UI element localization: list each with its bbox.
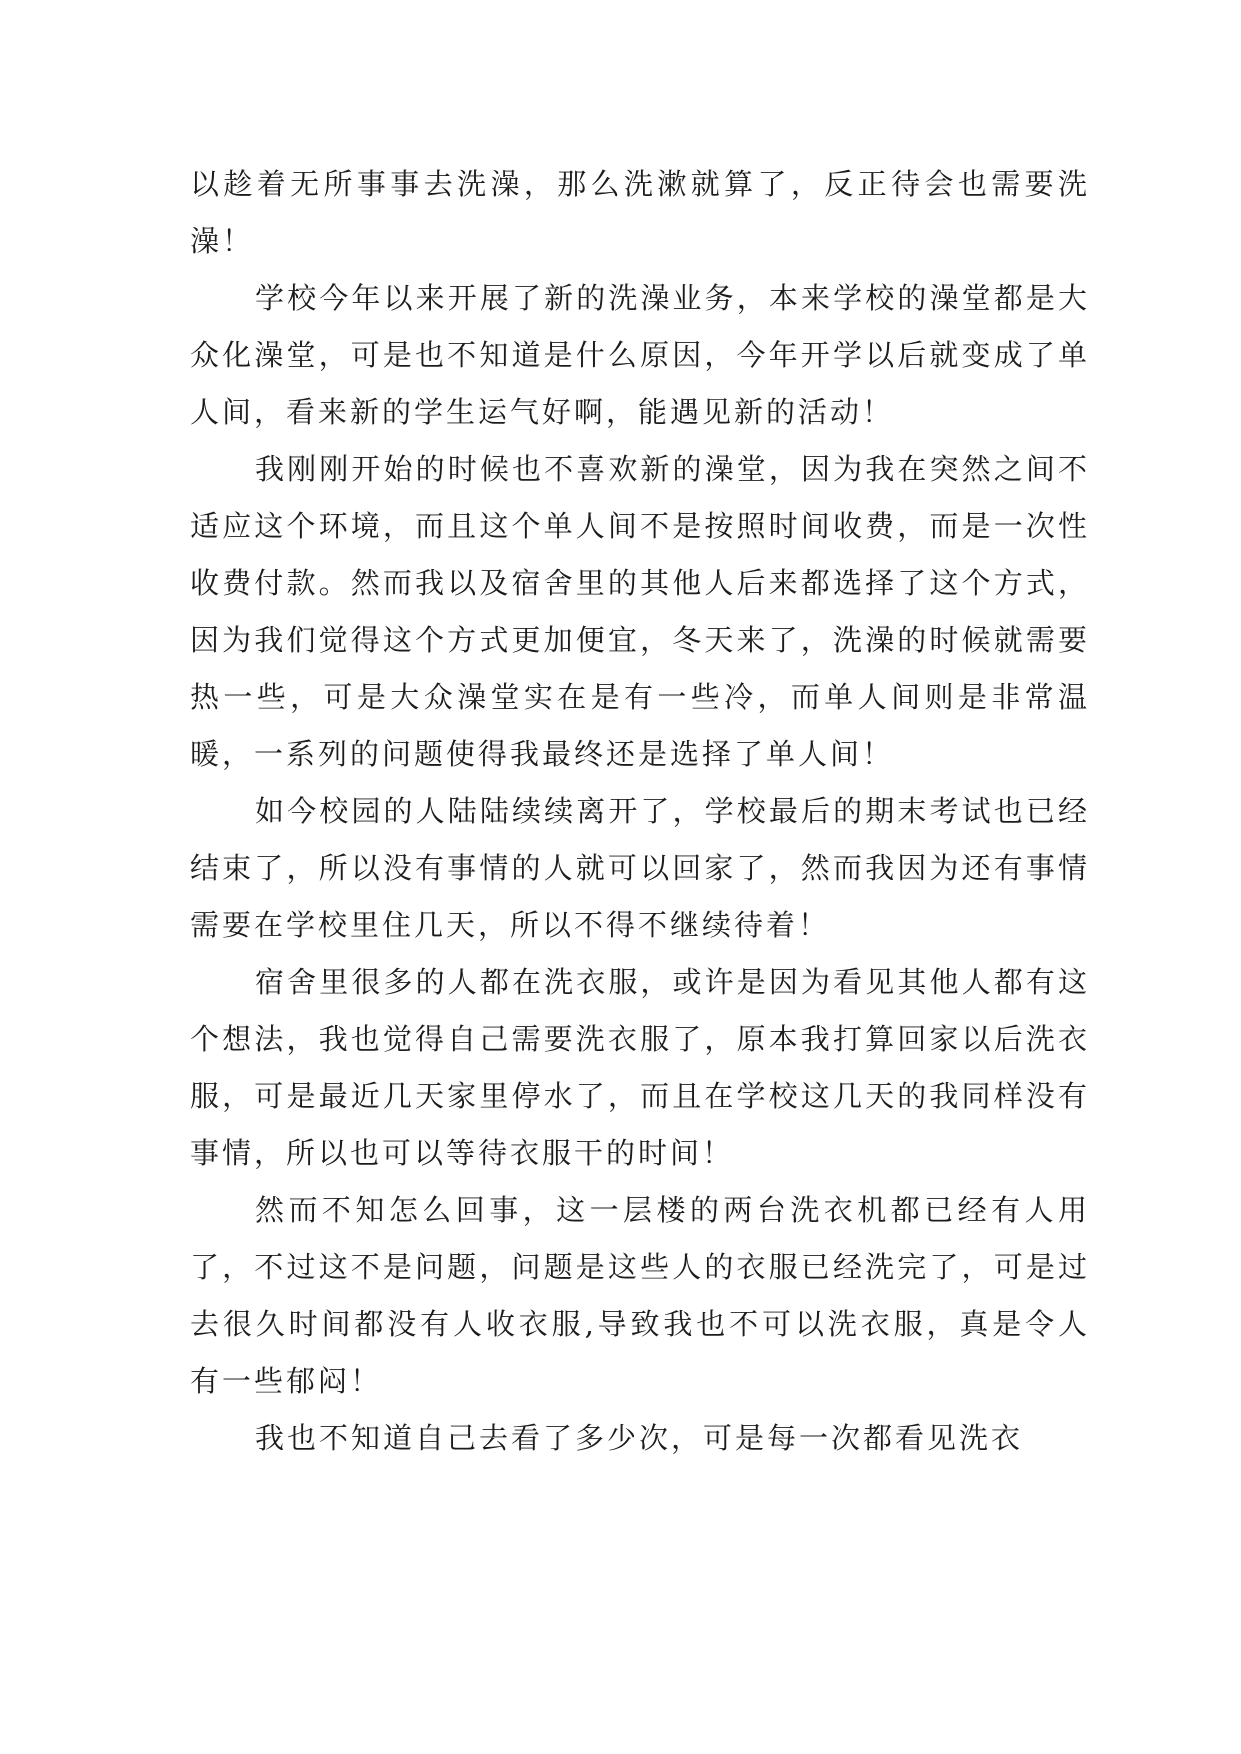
paragraph-5: 宿舍里很多的人都在洗衣服，或许是因为看见其他人都有这个想法，我也觉得自己需要洗衣服了，原本我打算回家以后洗衣服，可是最近几天家里停水了，而且在学校这几天的我同样没有事情，所以也可以等待衣服干的时间！ [190, 965, 1090, 1170]
paragraph-1: 以趁着无所事事去洗澡，那么洗漱就算了，反正待会也需要洗澡！ [190, 167, 1090, 258]
document-body [190, 156, 1090, 1467]
paragraph-4: 如今校园的人陆陆续续离开了，学校最后的期末考试也已经结束了，所以没有事情的人就可以回家了，然而我因为还有事情需要在学校里住几天，所以不得不继续待着！ [190, 794, 1090, 942]
paragraph-6: 然而不知怎么回事，这一层楼的两台洗衣机都已经有人用了，不过这不是问题，问题是这些人的衣服已经洗完了，可是过去很久时间都没有人收衣服,导致我也不可以洗衣服，真是令人有一些郁闷！ [190, 1193, 1090, 1398]
paragraph-2: 学校今年以来开展了新的洗澡业务，本来学校的澡堂都是大众化澡堂，可是也不知道是什么原因，今年开学以后就变成了单人间，看来新的学生运气好啊，能遇见新的活动！ [190, 281, 1090, 429]
paragraph-7: 我也不知道自己去看了多少次，可是每一次都看见洗衣 [255, 1421, 1024, 1455]
paragraph-3: 我刚刚开始的时候也不喜欢新的澡堂，因为我在突然之间不适应这个环境，而且这个单人间不是按照时间收费，而是一次性收费付款。然而我以及宿舍里的其他人后来都选择了这个方式，因为我们觉得这个方式更加便宜，冬天来了，洗澡的时候就需要热一些，可是大众澡堂实在是有一些冷，而单人间则是非常温暖，一系列的问题使得我最终还是选择了单人间！ [190, 452, 1090, 771]
